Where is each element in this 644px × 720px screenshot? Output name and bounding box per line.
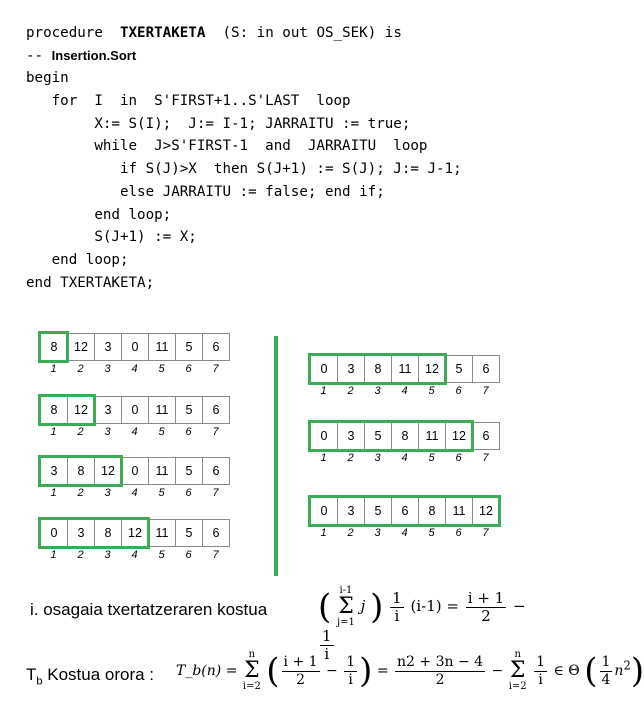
index-label: 7	[482, 527, 489, 539]
procedure-name: TXERTAKETA	[119, 25, 206, 41]
fraction: $\frac{1}{i}$	[392, 588, 402, 625]
array-cell: 11	[148, 457, 176, 485]
code-line: end loop;	[26, 251, 129, 268]
index-label: 3	[104, 426, 111, 438]
index-label: 3	[374, 385, 381, 397]
array-cell: 3	[337, 497, 365, 525]
array-cell: 6	[202, 457, 230, 485]
index-label: 5	[428, 527, 435, 539]
index-label: 7	[482, 452, 489, 464]
array-cell: 11	[391, 355, 419, 383]
array-cell: 12	[418, 355, 446, 383]
array-cell: 5	[445, 355, 473, 383]
array-cell: 12	[94, 457, 122, 485]
index-label: 6	[455, 452, 462, 464]
total-cost-formula: T_b(n) = n Σ i=2 ( $\frac{i + 1}{2}$ − $\frac{1}{i}$ ) = $\frac{n2 + 3n - 4}{2}$ − n Σ i=2 $\frac{1}{i}$ ∈ Θ ( $\frac{1}{4}$ $n^2$)	[176, 649, 644, 692]
minus: −	[512, 597, 526, 615]
array-cell: 3	[67, 519, 95, 547]
array-cell: 11	[445, 497, 473, 525]
index-label: 6	[455, 527, 462, 539]
index-label: 4	[401, 527, 408, 539]
code-keyword: procedure	[26, 25, 103, 41]
code-line: for I in S'FIRST+1..S'LAST loop	[26, 93, 351, 110]
array-cell: 3	[337, 355, 365, 383]
array-cell: 3	[94, 396, 122, 424]
index-label: 5	[428, 452, 435, 464]
index-row	[40, 549, 229, 561]
array-cell: 3	[40, 457, 68, 485]
array-cell: 6	[391, 497, 419, 525]
index-label: 6	[185, 426, 192, 438]
factor: (i-1)	[410, 597, 442, 615]
left-array-step-2	[40, 396, 230, 424]
array-cell: 8	[364, 355, 392, 383]
left-array-step-4	[40, 519, 230, 547]
array-cell: 5	[364, 422, 392, 450]
index-label: 7	[212, 426, 219, 438]
code-line: end loop;	[26, 206, 172, 223]
array-cell: 12	[121, 519, 149, 547]
array-cell: 8	[391, 422, 419, 450]
index-label: 7	[212, 487, 219, 499]
fraction: $\frac{i + 1}{2}$	[467, 588, 505, 625]
array-cell: 0	[121, 396, 149, 424]
array-cell: 3	[337, 422, 365, 450]
left-array-step-1	[40, 333, 230, 361]
array-cell: 6	[202, 519, 230, 547]
index-label: 4	[401, 385, 408, 397]
array-cell: 11	[148, 519, 176, 547]
array-cell: 8	[40, 396, 68, 424]
code-comment: Insertion.Sort	[51, 47, 137, 63]
lhs: T_b(n) =	[176, 663, 238, 679]
array-cell: 5	[175, 457, 203, 485]
summation: n Σ i=2	[242, 649, 261, 692]
index-label: 3	[104, 363, 111, 375]
sum-term: j	[360, 597, 366, 615]
index-label: 5	[158, 549, 165, 561]
array-cell: 6	[202, 396, 230, 424]
array-cell: 12	[67, 333, 95, 361]
array-cell: 0	[121, 333, 149, 361]
array-cell: 0	[310, 422, 338, 450]
index-label: 2	[77, 487, 84, 499]
index-label: 2	[77, 363, 84, 375]
index-label: 5	[428, 385, 435, 397]
index-label: 3	[104, 549, 111, 561]
array-cell: 5	[175, 519, 203, 547]
array-cell: 6	[472, 355, 500, 383]
index-label: 6	[185, 363, 192, 375]
index-label: 2	[77, 549, 84, 561]
code-line: S(J+1) := X;	[26, 229, 197, 246]
index-label: 1	[50, 487, 57, 499]
index-label: 6	[185, 487, 192, 499]
index-label: 7	[482, 385, 489, 397]
index-label: 5	[158, 426, 165, 438]
index-label: 6	[185, 549, 192, 561]
index-label: 7	[212, 363, 219, 375]
index-label: 1	[320, 527, 327, 539]
array-cell: 0	[310, 355, 338, 383]
code-line: X:= S(I); J:= I-1; JARRAITU := true;	[26, 115, 411, 132]
index-label: 3	[374, 452, 381, 464]
left-paren: (	[318, 587, 332, 627]
index-label: 1	[50, 363, 57, 375]
code-line	[26, 22, 462, 45]
array-cell: 8	[94, 519, 122, 547]
array-cell: 5	[175, 396, 203, 424]
index-label: 1	[50, 426, 57, 438]
index-row	[40, 363, 229, 375]
index-label: 4	[131, 363, 138, 375]
index-label: 2	[347, 527, 354, 539]
code-line: begin	[26, 70, 69, 87]
index-label: 2	[347, 385, 354, 397]
index-row	[310, 527, 499, 539]
right-paren: )	[370, 587, 384, 627]
right-array-step-1	[310, 355, 500, 383]
index-label: 4	[131, 426, 138, 438]
cost-label: i. osagaia txertatzeraren kostua	[30, 600, 268, 619]
code-line: while J>S'FIRST-1 and JARRAITU loop	[26, 138, 428, 155]
equals: =	[446, 597, 459, 615]
array-cell: 0	[121, 457, 149, 485]
index-label: 2	[77, 426, 84, 438]
index-label: 4	[401, 452, 408, 464]
index-label: 5	[158, 487, 165, 499]
index-label: 4	[131, 549, 138, 561]
index-label: 1	[320, 385, 327, 397]
index-label: 1	[320, 452, 327, 464]
index-label: 1	[50, 549, 57, 561]
right-array-step-3	[310, 497, 500, 525]
array-cell: 12	[472, 497, 500, 525]
index-label: 7	[212, 549, 219, 561]
index-label: 6	[455, 385, 462, 397]
array-cell: 11	[148, 333, 176, 361]
comment-dash: --	[26, 47, 44, 64]
array-cell: 6	[202, 333, 230, 361]
index-row	[310, 452, 499, 464]
index-label: 2	[347, 452, 354, 464]
left-array-step-3	[40, 457, 230, 485]
array-cell: 11	[418, 422, 446, 450]
code-line: end TXERTAKETA;	[26, 274, 155, 291]
array-cell: 8	[418, 497, 446, 525]
array-cell: 5	[364, 497, 392, 525]
code-line	[26, 45, 462, 68]
code-line: if S(J)>X then S(J+1) := S(J); J:= J-1;	[26, 161, 462, 178]
array-cell: 0	[40, 519, 68, 547]
total-cost-label: $T_b$ Kostua orora :	[26, 665, 155, 688]
column-divider	[274, 336, 278, 576]
array-cell: 8	[40, 333, 68, 361]
right-array-step-2	[310, 422, 500, 450]
index-row	[40, 426, 229, 438]
code-line: else JARRAITU := false; end if;	[26, 183, 385, 200]
code-block	[26, 22, 462, 294]
array-cell: 0	[310, 497, 338, 525]
index-label: 5	[158, 363, 165, 375]
array-cell: 5	[175, 333, 203, 361]
index-label: 3	[104, 487, 111, 499]
index-label: 4	[131, 487, 138, 499]
index-row	[40, 487, 229, 499]
array-cell: 12	[445, 422, 473, 450]
array-cell: 12	[67, 396, 95, 424]
index-label: 3	[374, 527, 381, 539]
array-cell: 3	[94, 333, 122, 361]
index-row	[310, 385, 499, 397]
summation: i-1 Σ j=1	[337, 585, 355, 628]
fraction: $\frac{1}{i}$	[322, 627, 332, 663]
array-cell: 11	[148, 396, 176, 424]
code-text: (S: in out OS_SEK) is	[222, 25, 402, 41]
array-cell: 6	[472, 422, 500, 450]
array-cell: 8	[67, 457, 95, 485]
